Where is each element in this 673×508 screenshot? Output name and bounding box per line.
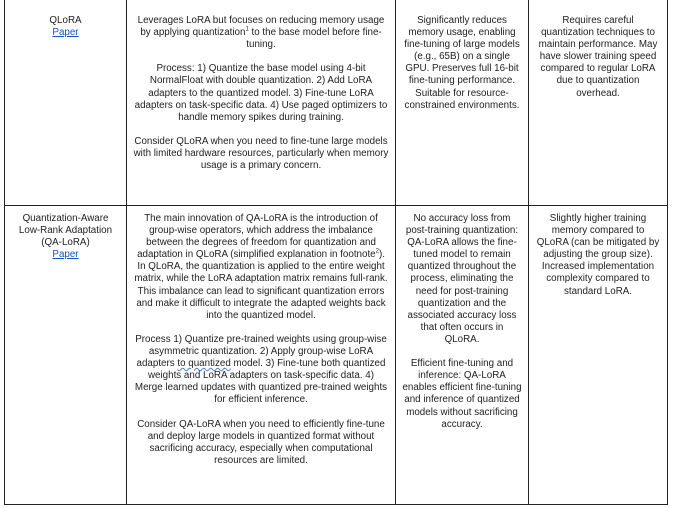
advantages-text: No accuracy loss from post-training quantization: QA-LoRA allows the fine-tuned model to remain quantized throughout the process, eliminating the need for post-training quantization and the associated accuracy loss that often occurs in QLoRA. bbox=[405, 213, 519, 345]
row-qalora-description-cell bbox=[127, 213, 395, 467]
footnote-marker[interactable]: 2 bbox=[375, 249, 379, 256]
row-qlora-description-cell bbox=[127, 15, 395, 172]
row-qalora-disadvantages-cell bbox=[529, 213, 667, 298]
disadvantages-text: Increased implementation complexity compared to standard LoRA. bbox=[541, 261, 655, 297]
row-qalora-method-cell bbox=[5, 213, 126, 261]
disadvantages-text: Requires careful quantization techniques to maintain performance. May have slower training speed compared to regular LoRA due to quantization overhead. bbox=[538, 15, 658, 99]
footnote-marker[interactable]: 1 bbox=[245, 26, 249, 33]
description-paragraph: The main innovation of QA-LoRA is the introduction of group-wise operators, which address the imbalance between the degrees of freedom for quantization and adaptation in QLoRA (simplified explanation in footnote$^2$). In QLoRA, the quantization is applied to the entire weight matrix, while the LoRA adaptation matrix remains full-rank. This imbalance can lead to significant quantization errors and make it difficult to integrate the adapted weights back into the quantized model. bbox=[134, 213, 388, 321]
method-name: Quantization-Aware Low-Rank Adaptation (QA-LoRA) bbox=[18, 213, 113, 249]
row-divider bbox=[4, 205, 668, 206]
row-qlora-method-cell bbox=[5, 15, 126, 39]
row-qalora-advantages-cell bbox=[396, 213, 528, 431]
advantages-text: Efficient fine-tuning and inference: QA-LoRA enables efficient fine-tuning and inference of quantized models without sacrificing accuracy. bbox=[402, 358, 522, 430]
description-paragraph: Consider QLoRA when you need to fine-tune large models with limited hardware resources, particularly when memory usage is a primary concern. bbox=[133, 135, 389, 172]
advantages-text: Significantly reduces memory usage, enabling fine-tuning of large models (e.g., 65B) on a single GPU. Preserves full 16-bit fine-tuning performance. Suitable for resource-constrained environments. bbox=[404, 15, 520, 111]
table-border-right bbox=[667, 0, 668, 505]
row-qlora-disadvantages-cell bbox=[529, 15, 667, 100]
disadvantages-text: Slightly higher training memory compared to QLoRA (can be mitigated by adjusting the group size). bbox=[536, 213, 660, 261]
paper-link[interactable]: Paper bbox=[52, 27, 79, 39]
description-paragraph: Process 1) Quantize pre-trained weights using group-wise asymmetric quantization. 2) Apply group-wise LoRA adapters to quantized model. 3) Fine-tune both quantized weights and LoRA adapters on task-specific data. 4) Merge learned updates with quantized pre-trained weights for efficient inference. bbox=[134, 333, 388, 406]
description-paragraph: Consider QA-LoRA when you need to efficiently fine-tune and deploy large models in quantized format without sacrificing accuracy, especially when computational resources are limited. bbox=[137, 418, 385, 466]
description-paragraph: Process: 1) Quantize the base model using 4-bit NormalFloat with double quantization. 2) Add LoRA adapters to the quantized model. 3) Fine-tune LoRA adapters on task-specific data. 4) Use paged optimizers to handle memory spikes during training. bbox=[134, 63, 388, 123]
paper-link[interactable]: Paper bbox=[52, 249, 79, 261]
description-paragraph: Leverages LoRA but focuses on reducing memory usage by applying quantization$^1$ to the base model before fine-tuning. bbox=[137, 15, 385, 51]
spellcheck-flagged-text: to quantized bbox=[177, 358, 231, 370]
table-border-bottom bbox=[4, 504, 668, 505]
method-name: QLoRA bbox=[49, 15, 82, 26]
row-qlora-advantages-cell bbox=[396, 15, 528, 112]
